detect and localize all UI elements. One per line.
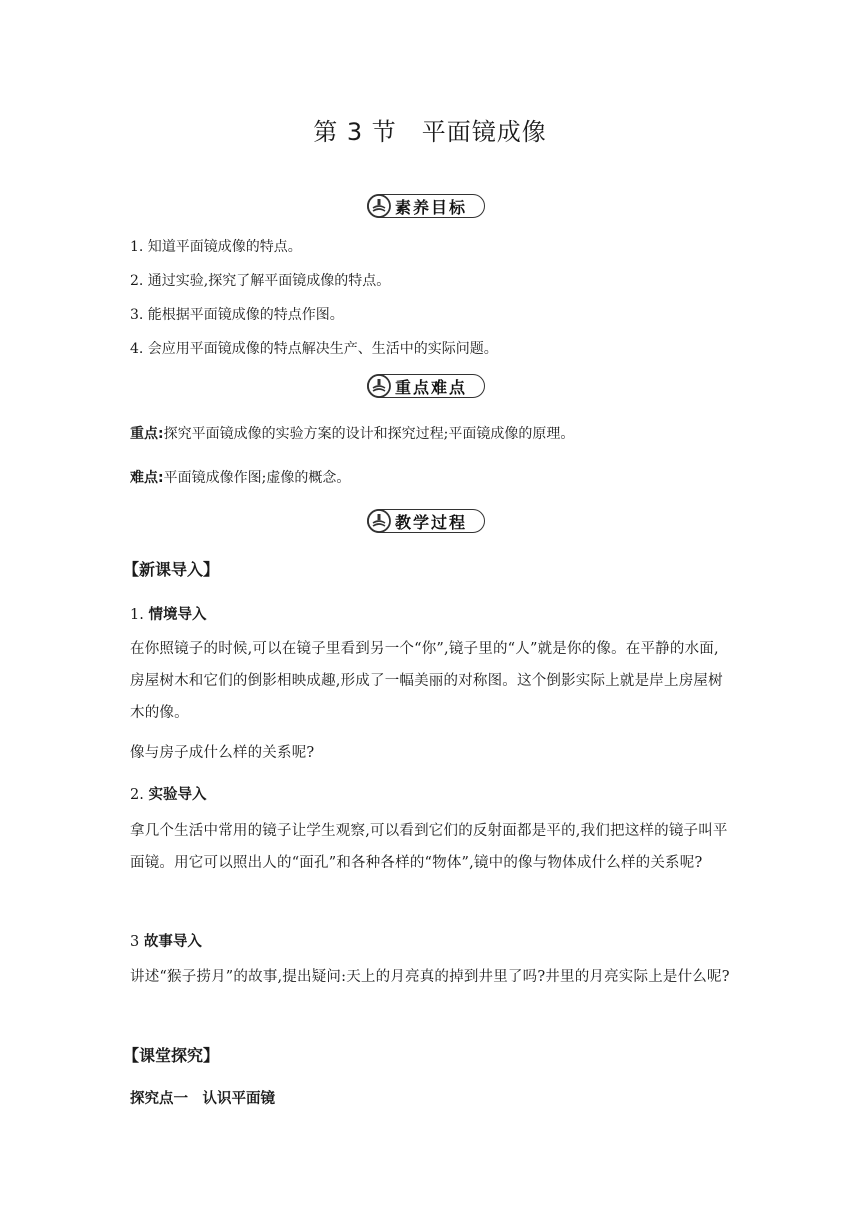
goal-item-4: 4. 会应用平面镜成像的特点解决生产、生活中的实际问题。 bbox=[130, 341, 498, 357]
subsection-label: 实验导入 bbox=[148, 787, 207, 803]
subsection-title-1 bbox=[130, 603, 206, 624]
subsection-number: 3 bbox=[130, 934, 144, 950]
page-title: 第 3 节 平面镜成像 bbox=[313, 118, 547, 146]
section-badge-keypoints bbox=[367, 374, 485, 398]
badge-label: 教学过程 bbox=[395, 512, 468, 532]
difficulty-point bbox=[130, 467, 350, 487]
paragraph-story-intro: 讲述“猴子捞月”的故事,提出疑问:天上的月亮真的掉到井里了吗?井里的月亮实际上是什么呢? bbox=[130, 969, 730, 985]
goal-item-2: 2. 通过实验,探究了解平面镜成像的特点。 bbox=[130, 273, 391, 289]
paragraph-question: 像与房子成什么样的关系呢? bbox=[130, 745, 315, 761]
badge-label: 重点难点 bbox=[395, 377, 468, 397]
paragraph-scene-intro: 在你照镜子的时候,可以在镜子里看到另一个“你”,镜子里的“人”就是你的像。在平静的水面,房屋树木和它们的倒影相映成趣,形成了一幅美丽的对称图。这个倒影实际上就是岸上房屋树木的像。 bbox=[130, 641, 723, 721]
book-emblem-icon bbox=[367, 194, 391, 218]
explore-point-1 bbox=[130, 1087, 275, 1108]
key-point-text: 探究平面镜成像的实验方案的设计和探究过程;平面镜成像的原理。 bbox=[163, 426, 575, 442]
difficulty-label: 难点: bbox=[130, 470, 164, 486]
section-badge-process bbox=[367, 509, 485, 533]
paragraph-experiment-intro: 拿几个生活中常用的镜子让学生观察,可以看到它们的反射面都是平的,我们把这样的镜子叫平面镜。用它可以照出人的“面孔”和各种各样的“物体”,镜中的像与物体成什么样的关系呢? bbox=[130, 823, 728, 871]
explore-point-label: 探究点一 认识平面镜 bbox=[130, 1091, 275, 1107]
key-point-label: 重点: bbox=[130, 426, 164, 442]
subsection-label: 情境导入 bbox=[148, 607, 207, 623]
badge-label: 素养目标 bbox=[395, 197, 468, 217]
goal-item-1: 1. 知道平面镜成像的特点。 bbox=[130, 239, 302, 255]
section-badge-goals bbox=[367, 194, 485, 218]
key-point bbox=[130, 423, 574, 443]
section-heading-explore: 【课堂探究】 bbox=[123, 1046, 220, 1065]
subsection-label: 故事导入 bbox=[143, 934, 202, 950]
section-heading-intro: 【新课导入】 bbox=[123, 560, 220, 579]
subsection-number: 1. bbox=[130, 607, 149, 623]
goal-item-3: 3. 能根据平面镜成像的特点作图。 bbox=[130, 307, 344, 323]
subsection-number: 2. bbox=[130, 787, 149, 803]
subsection-title-3 bbox=[130, 930, 202, 951]
difficulty-text: 平面镜成像作图;虚像的概念。 bbox=[163, 470, 351, 486]
book-emblem-icon bbox=[367, 374, 391, 398]
subsection-title-2 bbox=[130, 783, 206, 804]
book-emblem-icon bbox=[367, 509, 391, 533]
